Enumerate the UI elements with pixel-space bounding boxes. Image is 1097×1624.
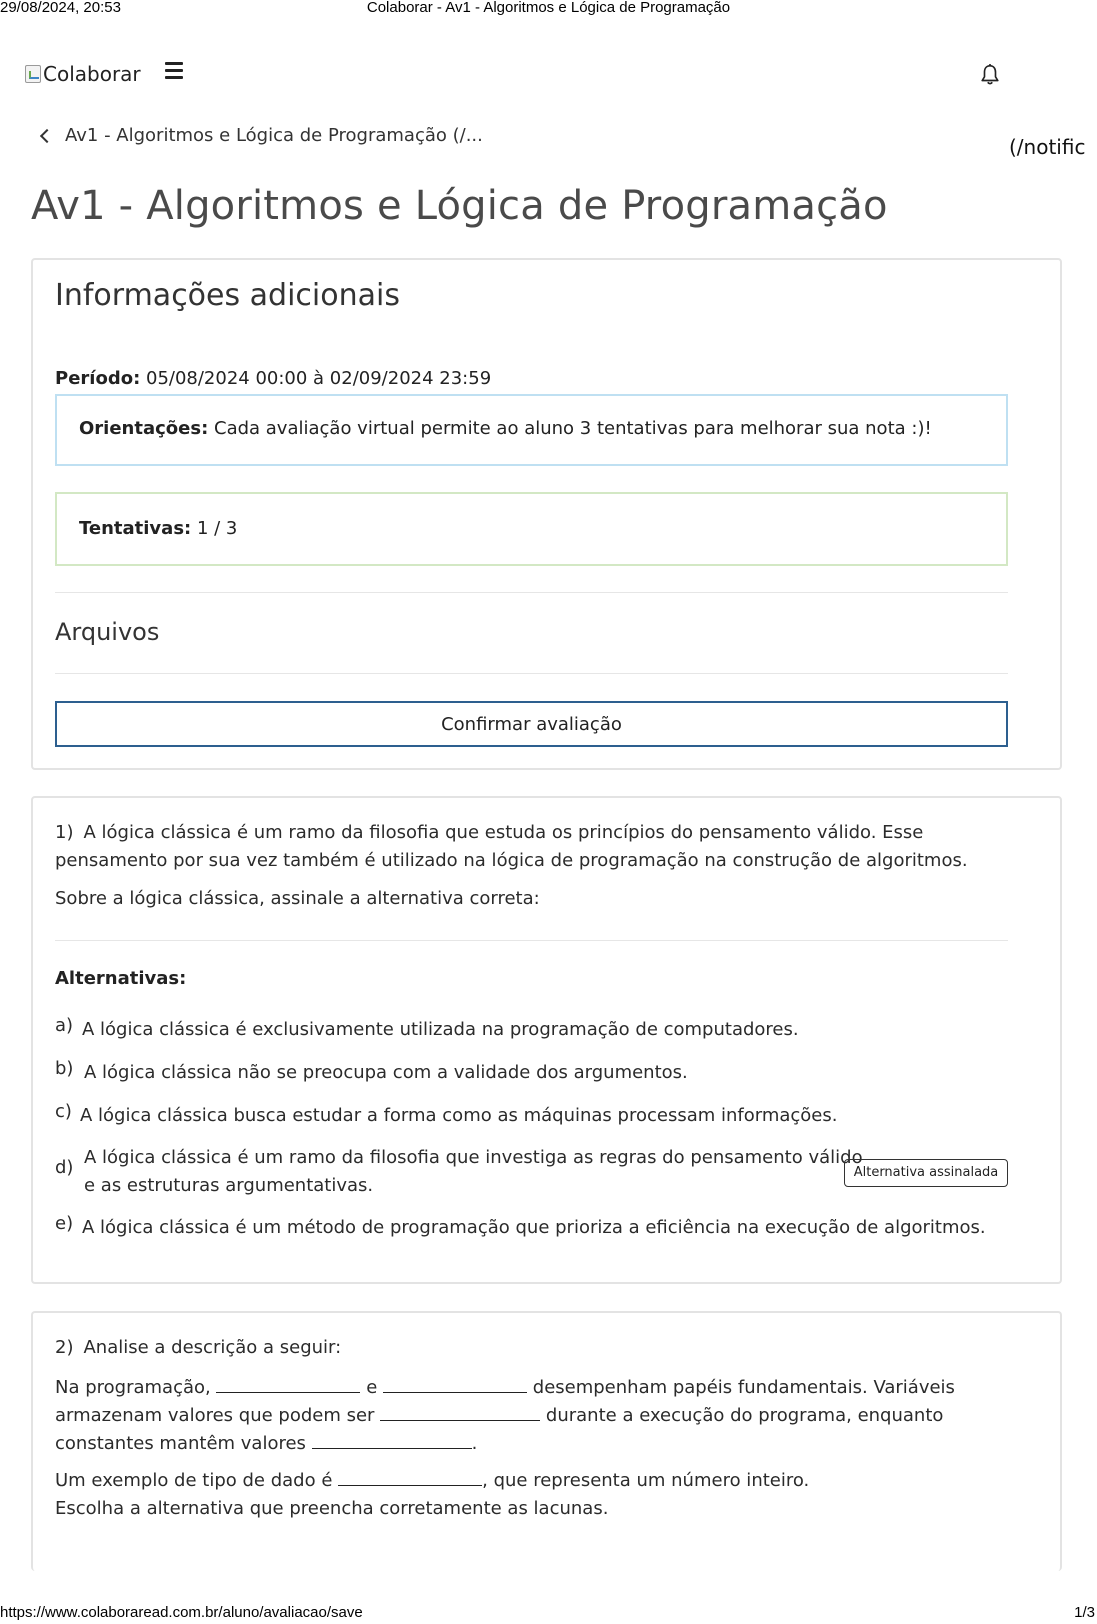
page-title: Av1 - Algoritmos e Lógica de Programação (31, 183, 888, 229)
attempts-box (55, 492, 1008, 566)
blank-line (216, 1375, 360, 1393)
question-2-intro (55, 1334, 1015, 1362)
question-text: Analise a descrição a seguir: (83, 1337, 342, 1358)
divider (55, 940, 1008, 941)
breadcrumb-text: Av1 - Algoritmos e Lógica de Programação (/... (65, 125, 483, 146)
alternative-letter: a) (55, 1015, 74, 1036)
print-header (0, 0, 1097, 18)
alternative-text: A lógica clássica é exclusivamente utilizada na programação de computadores. (82, 1019, 799, 1040)
print-footer (0, 1602, 1097, 1624)
confirm-evaluation-button[interactable]: Confirmar avaliação (55, 701, 1008, 747)
question-number: 2) (55, 1337, 74, 1358)
alternative-letter: d) (55, 1157, 74, 1178)
divider (55, 592, 1008, 593)
question-2-card (31, 1311, 1062, 1571)
question-1-card (31, 796, 1062, 1284)
info-title: Informações adicionais (55, 278, 400, 313)
alternative-b[interactable] (55, 1059, 1015, 1087)
info-card (31, 258, 1062, 770)
alternative-text: A lógica clássica não se preocupa com a validade dos argumentos. (84, 1062, 688, 1083)
question-text: , que representa um número inteiro. (482, 1470, 810, 1491)
orientations-value: Cada avaliação virtual permite ao aluno 3 tentativas para melhorar sua nota :)! (208, 418, 932, 439)
notifications-link[interactable]: (/notific (1009, 135, 1086, 159)
question-text: Um exemplo de tipo de dado é (55, 1470, 333, 1491)
print-page-number: 1/3 (1074, 1604, 1095, 1621)
broken-image-icon (25, 65, 41, 83)
print-url: https://www.colaboraread.com.br/aluno/avaliacao/save (0, 1604, 363, 1621)
attempts-value: 1 / 3 (191, 518, 238, 539)
alternatives-header: Alternativas: (55, 968, 187, 989)
blank-line (312, 1431, 472, 1449)
alternative-letter: b) (55, 1058, 74, 1079)
question-text-line: A lógica clássica é um ramo da filosofia que estuda os princípios do pensamento válido. Esse (83, 822, 924, 843)
bell-icon[interactable] (979, 63, 1001, 87)
alternative-c[interactable] (55, 1102, 1015, 1130)
question-1-prompt: Sobre a lógica clássica, assinale a alternativa correta: (55, 888, 540, 909)
question-text: Escolha a alternativa que preencha corretamente as lacunas. (55, 1498, 609, 1519)
alternative-text: A lógica clássica é um método de programação que prioriza a eficiência na execução de algoritmos. (82, 1217, 986, 1238)
divider (55, 673, 1008, 674)
logo-link[interactable] (25, 59, 141, 89)
question-text: Na programação, (55, 1377, 211, 1398)
question-2-paragraph-1 (55, 1374, 1015, 1458)
question-text: e (366, 1377, 378, 1398)
logo-alt-text: Colaborar (43, 62, 141, 86)
blank-line (338, 1468, 482, 1486)
alternative-text: A lógica clássica busca estudar a forma como as máquinas processam informações. (80, 1105, 838, 1126)
breadcrumb[interactable] (38, 125, 483, 146)
question-text: constantes mantêm valores (55, 1433, 306, 1454)
question-text-line: pensamento por sua vez também é utilizado na lógica de programação na construção de algoritmos. (55, 850, 968, 871)
hamburger-icon[interactable] (165, 62, 183, 78)
files-heading: Arquivos (55, 618, 160, 646)
chevron-left-icon (40, 128, 54, 142)
blank-line (380, 1403, 540, 1421)
attempts-label: Tentativas: (79, 518, 192, 539)
question-2-paragraph-2 (55, 1467, 1015, 1523)
period (55, 368, 491, 389)
alternative-text: A lógica clássica é um ramo da filosofia que investiga as regras do pensamento válido (84, 1147, 863, 1168)
alternative-letter: c) (55, 1101, 72, 1122)
period-label: Período: (55, 368, 141, 389)
print-datetime: 29/08/2024, 20:53 (0, 0, 121, 16)
selected-alternative-badge: Alternativa assinalada (844, 1159, 1008, 1187)
orientations-label: Orientações: (79, 418, 209, 439)
question-text: durante a execução do programa, enquanto (545, 1405, 944, 1426)
question-text: . (471, 1433, 478, 1454)
question-text: armazenam valores que podem ser (55, 1405, 375, 1426)
orientations-box (55, 394, 1008, 466)
topbar (25, 55, 1075, 95)
print-title: Colaborar - Av1 - Algoritmos e Lógica de Programação (366, 0, 731, 16)
period-value: 05/08/2024 00:00 à 02/09/2024 23:59 (140, 368, 492, 389)
alternative-letter: e) (55, 1213, 74, 1234)
alternative-a[interactable] (55, 1016, 1015, 1044)
alternative-e[interactable] (55, 1214, 1015, 1242)
question-text: desempenham papéis fundamentais. Variáveis (532, 1377, 955, 1398)
alternative-text: e as estruturas argumentativas. (84, 1175, 374, 1196)
question-number: 1) (55, 822, 74, 843)
question-1-statement (55, 819, 1015, 875)
blank-line (383, 1375, 527, 1393)
